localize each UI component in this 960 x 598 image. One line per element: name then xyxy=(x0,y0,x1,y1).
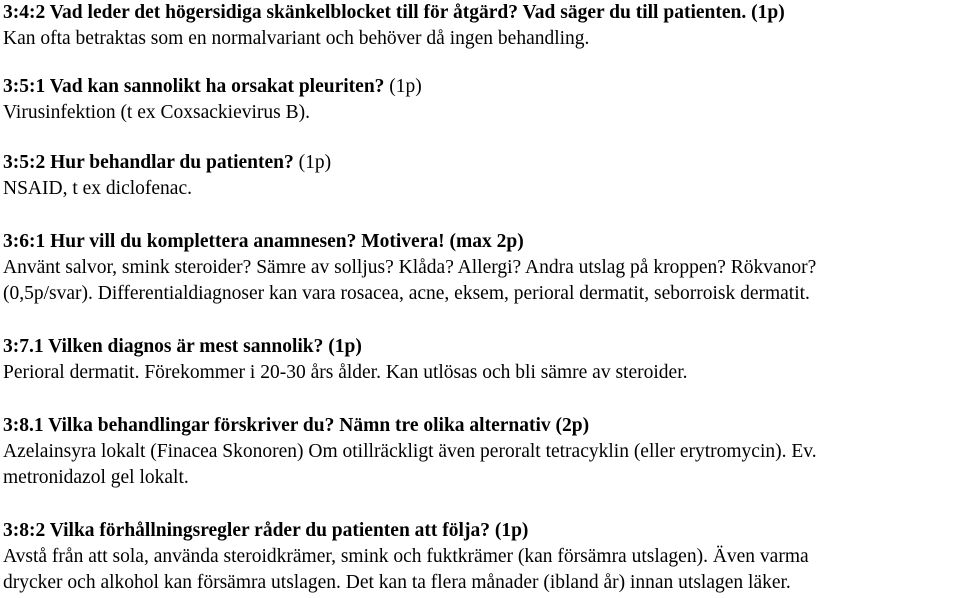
answer-line: Använt salvor, smink steroider? Sämre av solljus? Klåda? Allergi? Andra utslag på kroppen? Rökvanor? xyxy=(3,257,817,278)
question-text: 3:8.1 Vilka behandlingar förskriver du? Nämn tre olika alternativ xyxy=(3,415,551,436)
answer-line: Azelainsyra lokalt (Finacea Skonoren) Om otillräckligt även peroralt tetracyklin (eller erytromycin). Ev. xyxy=(3,441,817,462)
question-heading xyxy=(3,150,960,176)
question-text: 3:5:2 Hur behandlar du patienten? xyxy=(3,152,294,173)
question-3-7-1 xyxy=(3,334,960,386)
question-3-4-2 xyxy=(3,0,960,52)
question-3-8-1 xyxy=(3,413,960,491)
answer-line: Virusinfektion (t ex Coxsackievirus B). xyxy=(3,102,310,123)
question-heading xyxy=(3,413,960,439)
points-label: (1p) xyxy=(293,152,332,173)
points-label: (1p) xyxy=(746,2,785,23)
answer-line: NSAID, t ex diclofenac. xyxy=(3,178,192,199)
answer-line: Perioral dermatit. Förekommer i 20-30 års ålder. Kan utlösas och bli sämre av steroider. xyxy=(3,362,688,383)
question-heading xyxy=(3,74,960,100)
question-heading xyxy=(3,518,960,544)
points-label: (1p) xyxy=(384,76,422,97)
answer-line: Avstå från att sola, använda steroidkrämer, smink och fuktkrämer (kan försämra utslagen). Även varma xyxy=(3,546,809,567)
question-heading xyxy=(3,0,960,26)
question-3-8-2 xyxy=(3,518,960,596)
question-text: 3:4:2 Vad leder det högersidiga skänkelblocket till för åtgärd? Vad säger du till patienten. xyxy=(3,2,747,23)
points-label: (1p) xyxy=(489,520,529,541)
question-text: 3:5:1 Vad kan sannolikt ha orsakat pleuriten? xyxy=(3,76,385,97)
question-3-5-1 xyxy=(3,74,960,126)
answer-line: Kan ofta betraktas som en normalvariant och behöver då ingen behandling. xyxy=(3,28,590,49)
question-text: 3:8:2 Vilka förhållningsregler råder du patienten att följa? xyxy=(3,520,490,541)
points-label: (2p) xyxy=(550,415,590,436)
answer-line: drycker och alkohol kan försämra utslagen. Det kan ta flera månader (ibland år) innan utslagen läker. xyxy=(3,572,791,593)
question-heading xyxy=(3,229,960,255)
answer-line: metronidazol gel lokalt. xyxy=(3,467,189,488)
question-3-5-2 xyxy=(3,150,960,202)
points-label: (1p) xyxy=(323,336,362,357)
question-text: 3:7.1 Vilken diagnos är mest sannolik? xyxy=(3,336,324,357)
question-text: 3:6:1 Hur vill du komplettera anamnesen? Motivera! xyxy=(3,231,445,252)
question-3-6-1 xyxy=(3,229,960,307)
question-heading xyxy=(3,334,960,360)
points-label: (max 2p) xyxy=(444,231,524,252)
answer-line: (0,5p/svar). Differentialdiagnoser kan vara rosacea, acne, eksem, perioral dermatit, seborroisk dermatit. xyxy=(3,283,810,304)
